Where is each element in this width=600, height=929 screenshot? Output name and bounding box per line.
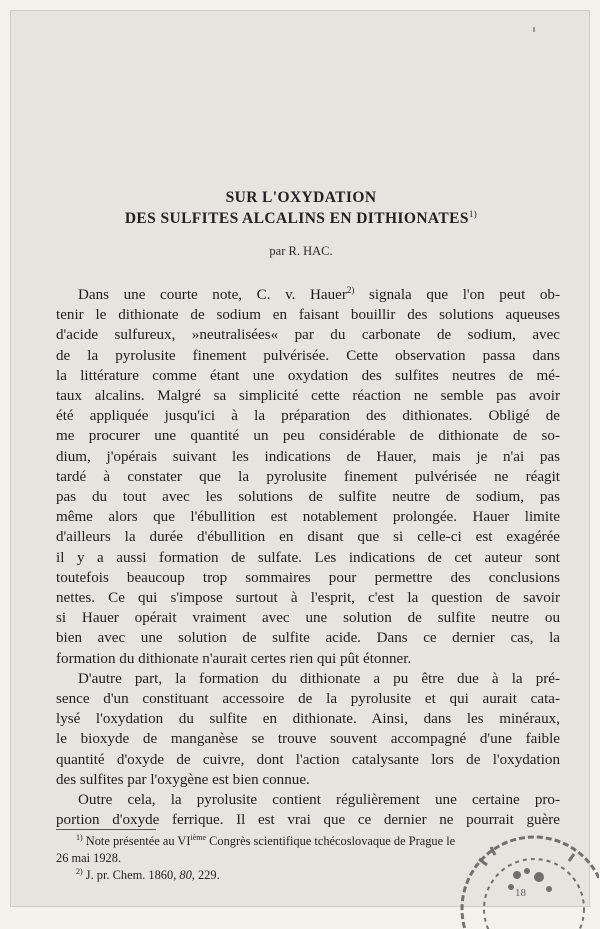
footnote-1-ordinal: ième — [190, 832, 207, 842]
footnote-1-line-2: 26 mai 1928. — [56, 851, 122, 865]
body-line: d'acide sulfureux, »neutralisées« par du carbonate de sodium, avec — [56, 327, 560, 344]
body-line: lysé l'oxydation du sulfite en dithionate. Ainsi, dans les minéraux, — [56, 711, 560, 728]
footnote-1-text-a: Note présentée au VI — [82, 834, 191, 848]
body-line-text: Dans une courte note, C. v. Hauer — [78, 287, 347, 303]
body-line: bien avec une solution de sulfite acide. Dans ce dernier cas, la — [56, 630, 560, 647]
title-line-1: SUR L'OXYDATION — [225, 189, 377, 206]
body-line: quantité d'oxyde de cuivre, dont l'action catalysante lors de l'oxydation — [56, 751, 560, 768]
title-line-2 — [11, 209, 591, 228]
body-line: me procurer une quantité un peu considérable de dithionate de so- — [56, 428, 560, 445]
body-line: sence d'un constituant accessoire de la pyrolusite et qui aurait cata- — [56, 691, 560, 708]
body-line: de la pyrolusite finement pulvérisée. Cette observation passa dans — [56, 347, 560, 364]
body-line: tenir le dithionate de sodium en faisant bouillir des solutions aqueuses — [56, 307, 560, 324]
body-line: des sulfites par l'oxygène est bien connue. — [56, 771, 310, 788]
body-line: taux alcalins. Malgré sa simplicité cette réaction ne semble pas avoir — [56, 388, 560, 405]
stamp-page-number: 18 — [515, 887, 526, 899]
footnote-2-volume: 80 — [179, 868, 192, 882]
footnote-2-text-b: , 229. — [191, 868, 220, 882]
body-line-text: signala que l'on peut ob- — [354, 287, 561, 303]
body-line: formation du dithionate n'aurait certes rien qui pût étonner. — [56, 650, 412, 667]
body-line: toutefois beaucoup trop sommaires pour permettre des conclusions — [56, 569, 560, 586]
body-line: si Hauer opérait vraiment avec une solution de sulfite neutre ou — [56, 610, 560, 627]
footnote-ref-2: 2) — [346, 284, 355, 295]
body-line: été appliquée jusqu'ici à la préparation des dithionates. Obligé de — [56, 408, 560, 425]
body-line: pas du tout avec les solutions de sulfite neutre de sodium, pas — [56, 489, 560, 506]
body-text — [56, 285, 560, 830]
body-line: portion d'oxyde ferrique. Il est vrai que ce dernier ne pourrait guère — [56, 812, 560, 829]
body-line: il y a aussi formation de sulfate. Les indications de cet auteur sont — [56, 549, 560, 566]
footnote-1-mark: 1) — [76, 832, 83, 842]
body-line: d'ailleurs la durée d'ébullition en disant que si celle-ci est exagérée — [56, 529, 560, 546]
body-line: D'autre part, la formation du dithionate a pu être due à la pré- — [78, 670, 560, 687]
scan-mark — [533, 27, 535, 32]
footnote-1-text-b: Congrès scientifique tchécoslovaque de Prague le — [206, 834, 456, 848]
body-line: Outre cela, la pyrolusite contient régulièrement une certaine pro- — [78, 792, 560, 809]
footnote-2-text-a: J. pr. Chem. 1860, — [82, 868, 180, 882]
page-sheet — [10, 10, 590, 907]
footnote-rule — [56, 829, 156, 830]
body-line — [56, 285, 560, 305]
body-line: nettes. Ce qui s'impose surtout à l'esprit, c'est la question de savoir — [56, 590, 560, 607]
author-line: par R. HAC. — [269, 244, 333, 258]
title-line-2-text: DES SULFITES ALCALINS EN DITHIONATES — [124, 210, 469, 228]
body-line: dium, j'opérais suivant les indications de Hauer, mais je n'ai pas — [56, 448, 560, 465]
library-stamp — [439, 819, 599, 929]
body-line: tardé à constater que la pyrolusite finement pulvérisée ne réagit — [56, 468, 560, 485]
body-line: la littérature comme étant une oxydation des sulfites neutres de mé- — [56, 367, 560, 384]
footnote-2-mark: 2) — [76, 866, 83, 876]
body-line: même alors que l'ébullition est notablement prolongée. Hauer limite — [56, 509, 560, 526]
title-footnote-mark: 1) — [468, 209, 478, 219]
body-line: le bioxyde de manganèse se trouve souvent accompagné d'une faible — [56, 731, 560, 748]
